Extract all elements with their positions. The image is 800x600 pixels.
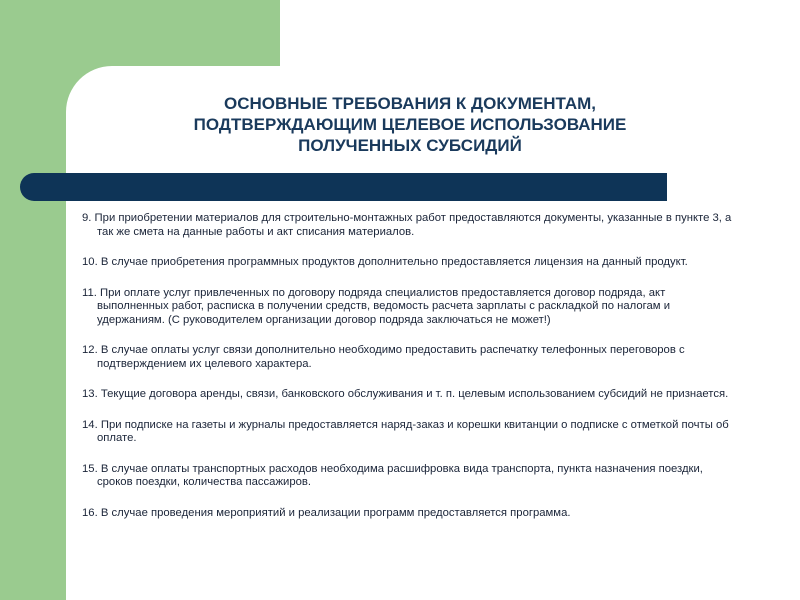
list-item: 12. В случае оплаты услуг связи дополнительно необходимо предоставить распечатку телефонных переговоров с подтверждением их целевого характера. <box>82 344 685 370</box>
title-line-2: ПОДТВЕРЖДАЮЩИМ ЦЕЛЕВОЕ ИСПОЛЬЗОВАНИЕ <box>193 115 627 134</box>
title-line-1: ОСНОВНЫЕ ТРЕБОВАНИЯ К ДОКУМЕНТАМ, <box>224 94 596 113</box>
list-item: 13. Текущие договора аренды, связи, банковского обслуживания и т. п. целевым использованием субсидий не признается. <box>82 388 729 400</box>
slide-title <box>150 93 670 156</box>
list-item: 16. В случае проведения мероприятий и реализации программ предоставляется программа. <box>82 506 571 519</box>
title-divider-bar <box>20 173 667 201</box>
list-item: 14. При подписке на газеты и журналы предоставляется наряд-заказ и корешки квитанции о подписке с отметкой почты об оплате. <box>82 418 729 444</box>
title-line-3: ПОЛУЧЕННЫХ СУБСИДИЙ <box>298 136 522 155</box>
list-item: 15. В случае оплаты транспортных расходов необходима расшифровка вида транспорта, пункта назначения поездки, сроков поездки, количества пассажиров. <box>82 462 703 488</box>
list-item: 11. При оплате услуг привлеченных по договору подряда специалистов предоставляется договор подряда, акт выполненных работ, расписка в получении средств, ведомость расчета зарплаты с раскладкой по налогам и удержаниям. (С руководителем организации договор подряда заключаться не может!) <box>82 286 671 326</box>
requirements-list <box>82 212 732 537</box>
list-item: 9. При приобретении материалов для строительно-монтажных работ предоставляются документы, указанные в пункте 3, а так же смета на данные работы и акт списания материалов. <box>82 212 732 238</box>
list-item: 10. В случае приобретения программных продуктов дополнительно предоставляется лицензия на данный продукт. <box>82 256 688 268</box>
